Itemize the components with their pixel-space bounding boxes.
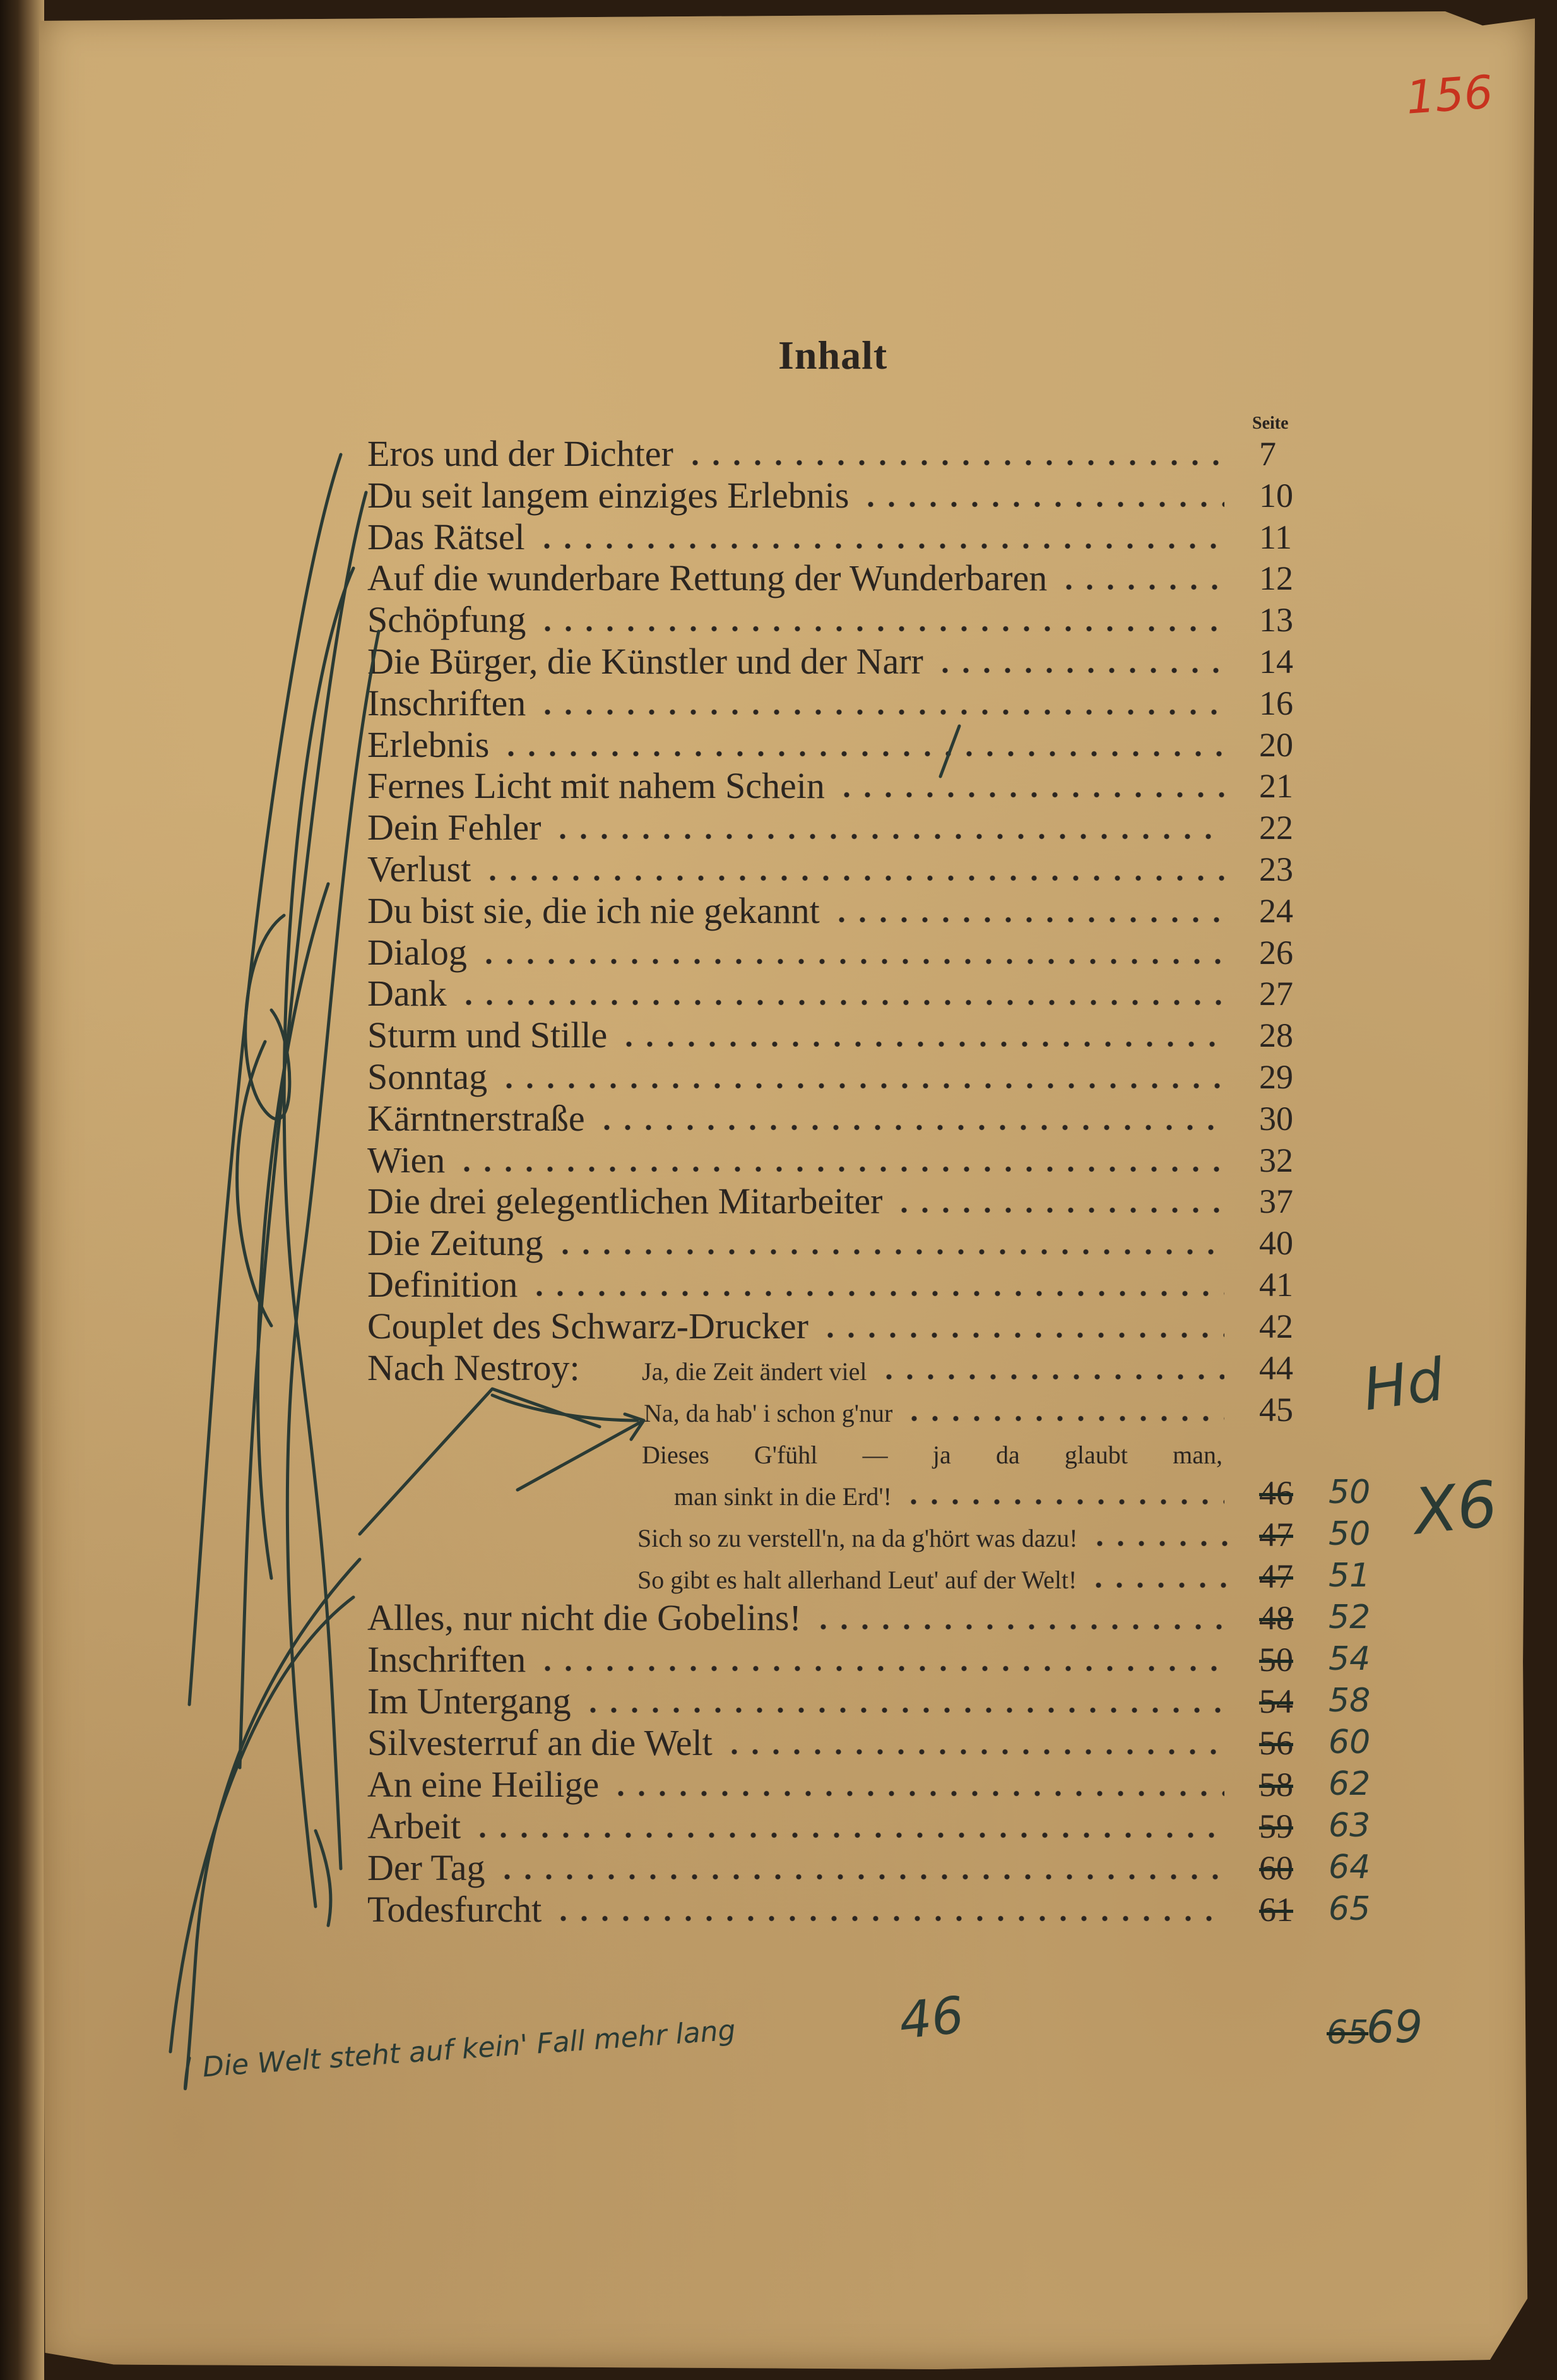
toc-entry-page: 61 — [1259, 1890, 1293, 1929]
page-column-label: Seite — [1252, 414, 1289, 433]
toc-entry-page: 24 — [1259, 891, 1293, 930]
handwritten-page-correction: 58 — [1329, 1681, 1371, 1720]
toc-entry-page: 41 — [1259, 1266, 1293, 1304]
toc-entry-page: 37 — [1259, 1182, 1293, 1221]
handwritten-old-end-page: 65 — [1327, 2014, 1369, 2052]
toc-entry-page: 32 — [1259, 1141, 1293, 1179]
toc-entry-page: 7 — [1259, 435, 1276, 473]
toc-entry-page: 10 — [1259, 476, 1293, 515]
handwritten-page-correction: 65 — [1329, 1889, 1371, 1928]
toc-entry-page: 40 — [1259, 1224, 1293, 1263]
folio-number: 156 — [1404, 65, 1495, 124]
toc-entry-page: 20 — [1259, 725, 1293, 764]
toc-subentry-title: Dieses G'fühl — ja da glaubt man, — [642, 1440, 1223, 1469]
toc-entry-page: 28 — [1259, 1016, 1293, 1055]
toc-entry-page: 47 — [1259, 1515, 1293, 1554]
toc-entry-title: Kärntnerstraße — [367, 1097, 585, 1139]
toc-entry-title: Fernes Licht mit nahem Schein — [367, 765, 825, 807]
toc-entry-page: 42 — [1259, 1307, 1293, 1345]
handwritten-page-correction: 64 — [1329, 1848, 1371, 1886]
toc-entry-page: 26 — [1259, 933, 1293, 972]
toc-entry-page: 30 — [1259, 1099, 1293, 1138]
toc-entry-page: 50 — [1259, 1640, 1293, 1679]
handwritten-bottom-note: Die Welt steht auf kein' Fall mehr lang — [201, 2014, 737, 2084]
toc-entry-title: Dein Fehler — [367, 807, 542, 848]
handwritten-page-correction: 62 — [1329, 1764, 1371, 1803]
toc-entry-page: 14 — [1259, 643, 1293, 681]
toc-entry-title: Inschriften — [367, 1638, 526, 1680]
toc-entry-title: Du seit langem einziges Erlebnis — [367, 474, 850, 516]
toc-entry-title: Arbeit — [367, 1805, 461, 1847]
toc-entry-title: Du bist sie, die ich nie gekannt — [367, 890, 820, 931]
toc-entry-title: Schöpfung — [367, 599, 526, 641]
toc-entry-page: 58 — [1259, 1765, 1293, 1804]
toc-entry-page: 22 — [1259, 809, 1293, 847]
toc-entry-title: Erlebnis — [367, 723, 490, 765]
toc-entry-page: 16 — [1259, 684, 1293, 722]
toc-entry-page: 60 — [1259, 1848, 1293, 1887]
toc-subentry-title: So gibt es halt allerhand Leut' auf der Welt! — [637, 1565, 1077, 1594]
toc-entry-title: An eine Heilige — [367, 1763, 600, 1805]
toc-entry-page: 48 — [1259, 1598, 1293, 1637]
toc-entry-title: Inschriften — [367, 682, 526, 723]
toc-entry-title: Todesfurcht — [367, 1888, 542, 1930]
toc-subentry-title: Sich so zu verstell'n, na da g'hört was dazu! — [637, 1523, 1078, 1552]
toc-entry-title: Wien — [367, 1139, 446, 1181]
toc-entry-title: Nach Nestroy: — [367, 1347, 580, 1388]
handwritten-page-correction: 52 — [1329, 1598, 1371, 1636]
handwritten-page-correction: 51 — [1329, 1556, 1371, 1595]
toc-entry-title: Die Bürger, die Künstler und der Narr — [367, 641, 923, 682]
toc-entry-title: Dank — [367, 973, 447, 1014]
handwritten-margin-note-hd: Hd — [1359, 1345, 1448, 1424]
toc-entry-title: Die drei gelegentlichen Mitarbeiter — [367, 1181, 883, 1222]
toc-entry-title: Verlust — [367, 848, 471, 890]
toc-entry-page: 13 — [1259, 601, 1293, 640]
toc-entry-title: Das Rätsel — [367, 516, 525, 557]
toc-entry-page: 54 — [1259, 1682, 1293, 1720]
toc-entry-page: 21 — [1259, 767, 1293, 806]
toc-entry-title: Couplet des Schwarz-Drucker — [367, 1305, 808, 1347]
toc-entry-title: Alles, nur nicht die Gobelins! — [367, 1597, 802, 1638]
toc-entry-page: 47 — [1259, 1557, 1293, 1595]
toc-entry-title: Definition — [367, 1264, 518, 1305]
handwritten-page-correction: 54 — [1329, 1639, 1371, 1678]
toc-entry-page: 46 — [1259, 1473, 1293, 1512]
toc-entry-title: Die Zeitung — [367, 1222, 543, 1264]
toc-entry-page: 12 — [1259, 559, 1293, 598]
toc-entry-title: Der Tag — [367, 1847, 485, 1888]
toc-entry-page: 11 — [1259, 518, 1292, 556]
handwritten-page-correction: 60 — [1329, 1723, 1371, 1761]
toc-entry-page: 27 — [1259, 975, 1293, 1013]
toc-entry-title: Dialog — [367, 931, 467, 973]
toc-entry-page: 59 — [1259, 1807, 1293, 1845]
toc-subentry-title: Ja, die Zeit ändert viel — [642, 1357, 867, 1386]
handwritten-page-correction: 50 — [1329, 1514, 1371, 1553]
toc-entry-title: Sturm und Stille — [367, 1014, 608, 1056]
toc-entry-title: Auf die wunderbare Rettung der Wunderbaren — [367, 557, 1048, 599]
handwritten-page-correction: 50 — [1329, 1473, 1371, 1511]
toc-entry-page: 56 — [1259, 1723, 1293, 1762]
toc-subentry-title: man sinkt in die Erd'! — [674, 1482, 892, 1511]
handwritten-count: 46 — [896, 1985, 967, 2051]
toc-entry-title: Im Untergang — [367, 1680, 571, 1722]
handwritten-new-end-page: 69 — [1366, 2001, 1423, 2053]
toc-entry-page: 45 — [1259, 1390, 1293, 1429]
toc-entry-title: Silvesterruf an die Welt — [367, 1722, 713, 1763]
toc-entry-page: 44 — [1259, 1348, 1293, 1387]
toc-subentry-title: Na, da hab' i schon g'nur — [644, 1398, 893, 1427]
toc-entry-title: Sonntag — [367, 1056, 488, 1097]
page-title: Inhalt — [778, 333, 888, 378]
toc-entry-page: 29 — [1259, 1058, 1293, 1096]
toc-entry-title: Eros und der Dichter — [367, 433, 673, 474]
handwritten-margin-note-x6: X6 — [1410, 1467, 1501, 1549]
handwritten-page-correction: 63 — [1329, 1806, 1371, 1845]
toc-entry-page: 23 — [1259, 850, 1293, 888]
